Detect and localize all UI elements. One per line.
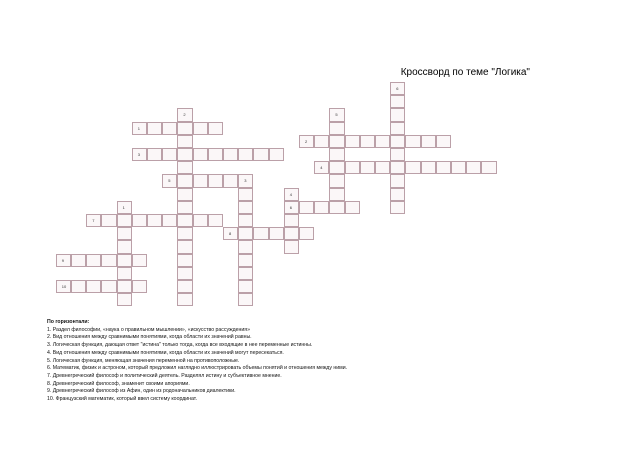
crossword-cell[interactable] bbox=[208, 122, 223, 135]
crossword-cell[interactable] bbox=[132, 254, 147, 267]
crossword-cell[interactable] bbox=[299, 135, 314, 148]
crossword-cell[interactable] bbox=[390, 201, 405, 214]
crossword-cell[interactable] bbox=[390, 82, 405, 95]
cell-number: 7 bbox=[92, 218, 95, 223]
crossword-cell[interactable] bbox=[223, 174, 238, 187]
crossword-cell[interactable] bbox=[223, 148, 238, 161]
crossword-cell[interactable] bbox=[86, 214, 101, 227]
crossword-cell[interactable] bbox=[162, 148, 177, 161]
crossword-cell[interactable] bbox=[177, 148, 192, 161]
crossword-cell[interactable] bbox=[284, 201, 299, 214]
crossword-cell[interactable] bbox=[360, 161, 375, 174]
cell-number: 6 bbox=[289, 204, 293, 210]
crossword-cell[interactable] bbox=[481, 161, 496, 174]
crossword-cell[interactable] bbox=[238, 227, 253, 240]
crossword-cell[interactable] bbox=[299, 227, 314, 240]
crossword-cell[interactable] bbox=[238, 293, 253, 306]
crossword-cell[interactable] bbox=[162, 122, 177, 135]
crossword-cell[interactable] bbox=[177, 280, 192, 293]
crossword-cell[interactable] bbox=[238, 174, 253, 187]
crossword-cell[interactable] bbox=[405, 135, 420, 148]
crossword-cell[interactable] bbox=[329, 201, 344, 214]
crossword-cell[interactable] bbox=[466, 161, 481, 174]
crossword-cell[interactable] bbox=[117, 214, 132, 227]
crossword-cell[interactable] bbox=[56, 280, 71, 293]
cell-number: 10 bbox=[61, 284, 67, 289]
clues-header: По горизонтали: bbox=[47, 319, 90, 325]
crossword-cell[interactable] bbox=[147, 214, 162, 227]
clue-item: 8. Древнегреческий философ, знаменит своими апориями. bbox=[47, 380, 190, 387]
crossword-cell[interactable] bbox=[177, 135, 192, 148]
clue-item: 2. Вид отношения между сравнимыми понятиями, когда области их значений равны. bbox=[47, 334, 252, 341]
crossword-cell[interactable] bbox=[284, 214, 299, 227]
crossword-cell[interactable] bbox=[238, 188, 253, 201]
crossword-cell[interactable] bbox=[345, 201, 360, 214]
crossword-cell[interactable] bbox=[177, 214, 192, 227]
crossword-cell[interactable] bbox=[345, 161, 360, 174]
crossword-cell[interactable] bbox=[193, 214, 208, 227]
crossword-cell[interactable] bbox=[238, 267, 253, 280]
crossword-cell[interactable] bbox=[329, 148, 344, 161]
crossword-cell[interactable] bbox=[177, 188, 192, 201]
clue-item: 9. Древнегреческий философ из Афин, один из родоначальников диалектики. bbox=[47, 388, 236, 395]
crossword-cell[interactable] bbox=[390, 135, 405, 148]
crossword-cell[interactable] bbox=[132, 280, 147, 293]
crossword-cell[interactable] bbox=[284, 240, 299, 253]
crossword-cell[interactable] bbox=[177, 240, 192, 253]
crossword-cell[interactable] bbox=[253, 148, 268, 161]
cell-number: 5 bbox=[168, 178, 171, 184]
crossword-cell[interactable] bbox=[421, 135, 436, 148]
crossword-cell[interactable] bbox=[177, 227, 192, 240]
crossword-cell[interactable] bbox=[101, 214, 116, 227]
cell-number: 8 bbox=[229, 231, 232, 237]
crossword-cell[interactable] bbox=[314, 161, 329, 174]
crossword-cell[interactable] bbox=[238, 201, 253, 214]
crossword-cell[interactable] bbox=[390, 188, 405, 201]
crossword-cell[interactable] bbox=[390, 161, 405, 174]
crossword-cell[interactable] bbox=[86, 280, 101, 293]
crossword-cell[interactable] bbox=[147, 122, 162, 135]
crossword-cell[interactable] bbox=[86, 254, 101, 267]
crossword-cell[interactable] bbox=[177, 267, 192, 280]
crossword-cell[interactable] bbox=[436, 161, 451, 174]
crossword-cell[interactable] bbox=[284, 188, 299, 201]
crossword-cell[interactable] bbox=[101, 280, 116, 293]
crossword-cell[interactable] bbox=[101, 254, 116, 267]
crossword-cell[interactable] bbox=[193, 122, 208, 135]
crossword-cell[interactable] bbox=[117, 280, 132, 293]
clue-item: 6. Математик, физик и астроном, который предложил наглядно иллюстрировать объемы понятий и отношения между ними. bbox=[47, 365, 348, 372]
crossword-cell[interactable] bbox=[117, 267, 132, 280]
cell-number: 3 bbox=[244, 178, 247, 184]
crossword-cell[interactable] bbox=[132, 214, 147, 227]
crossword-cell[interactable] bbox=[117, 254, 132, 267]
crossword-cell[interactable] bbox=[284, 227, 299, 240]
crossword-cell[interactable] bbox=[177, 161, 192, 174]
crossword-cell[interactable] bbox=[56, 254, 71, 267]
crossword-cell[interactable] bbox=[117, 293, 132, 306]
crossword-cell[interactable] bbox=[329, 188, 344, 201]
crossword-cell[interactable] bbox=[238, 148, 253, 161]
crossword-cell[interactable] bbox=[375, 161, 390, 174]
crossword-cell[interactable] bbox=[390, 148, 405, 161]
crossword-cell[interactable] bbox=[223, 227, 238, 240]
crossword-cell[interactable] bbox=[269, 148, 284, 161]
crossword-cell[interactable] bbox=[405, 161, 420, 174]
crossword-cell[interactable] bbox=[177, 122, 192, 135]
crossword-cell[interactable] bbox=[238, 214, 253, 227]
crossword-cell[interactable] bbox=[208, 148, 223, 161]
cell-number: 6 bbox=[396, 86, 399, 91]
crossword-cell[interactable] bbox=[238, 254, 253, 267]
crossword-cell[interactable] bbox=[329, 161, 344, 174]
cell-number: 4 bbox=[320, 165, 323, 171]
crossword-cell[interactable] bbox=[345, 135, 360, 148]
crossword-cell[interactable] bbox=[329, 135, 344, 148]
crossword-cell[interactable] bbox=[390, 122, 405, 135]
crossword-cell[interactable] bbox=[329, 108, 344, 121]
crossword-cell[interactable] bbox=[451, 161, 466, 174]
crossword-cell[interactable] bbox=[71, 254, 86, 267]
clue-item: 3. Логическая функция, дающая ответ "истина" только тогда, когда все входящие в нее переменные истинны. bbox=[47, 342, 313, 349]
crossword-cell[interactable] bbox=[117, 201, 132, 214]
cell-number: 4 bbox=[289, 191, 293, 197]
crossword-cell[interactable] bbox=[117, 227, 132, 240]
clue-item: 4. Вид отношения между сравнимыми понятиями, когда области их значений могут пересекаться. bbox=[47, 349, 284, 356]
cell-number: 2 bbox=[183, 112, 186, 118]
crossword-title: Кроссворд по теме "Логика" bbox=[400, 67, 530, 78]
crossword-cell[interactable] bbox=[177, 201, 192, 214]
cell-number: 9 bbox=[61, 257, 65, 263]
crossword-cell[interactable] bbox=[390, 174, 405, 187]
crossword-cell[interactable] bbox=[177, 108, 192, 121]
crossword-cell[interactable] bbox=[238, 280, 253, 293]
crossword-cell[interactable] bbox=[299, 201, 314, 214]
crossword-cell[interactable] bbox=[314, 135, 329, 148]
crossword-cell[interactable] bbox=[193, 174, 208, 187]
crossword-cell[interactable] bbox=[390, 108, 405, 121]
clue-item: 1. Раздел философии, «наука о правильном мышлении», «искусство рассуждения» bbox=[47, 326, 250, 333]
cell-number: 3 bbox=[137, 152, 141, 157]
crossword-cell[interactable] bbox=[132, 148, 147, 161]
crossword-cell[interactable] bbox=[71, 280, 86, 293]
crossword-cell[interactable] bbox=[132, 122, 147, 135]
crossword-cell[interactable] bbox=[117, 240, 132, 253]
crossword-cell[interactable] bbox=[208, 174, 223, 187]
crossword-cell[interactable] bbox=[329, 174, 344, 187]
crossword-cell[interactable] bbox=[177, 254, 192, 267]
crossword-cell[interactable] bbox=[436, 135, 451, 148]
crossword-cell[interactable] bbox=[421, 161, 436, 174]
crossword-cell[interactable] bbox=[177, 293, 192, 306]
crossword-cell[interactable] bbox=[329, 122, 344, 135]
cell-number: 5 bbox=[335, 112, 338, 118]
clue-item: 10. Французский математик, который ввел систему координат. bbox=[47, 396, 198, 403]
crossword-cell[interactable] bbox=[269, 227, 284, 240]
clue-item: 5. Логическая функция, меняющая значения переменной на противоположные. bbox=[47, 357, 240, 364]
crossword-cell[interactable] bbox=[238, 240, 253, 253]
cell-number: 1 bbox=[137, 125, 141, 131]
crossword-cell[interactable] bbox=[162, 174, 177, 187]
crossword-cell[interactable] bbox=[162, 214, 177, 227]
crossword-cell[interactable] bbox=[208, 214, 223, 227]
cell-number: 1 bbox=[122, 204, 125, 210]
clues-section bbox=[47, 319, 347, 404]
crossword-cell[interactable] bbox=[375, 135, 390, 148]
cell-number: 2 bbox=[305, 138, 308, 144]
crossword-cell[interactable] bbox=[193, 148, 208, 161]
crossword-cell[interactable] bbox=[314, 201, 329, 214]
crossword-cell[interactable] bbox=[147, 148, 162, 161]
crossword-cell[interactable] bbox=[177, 174, 192, 187]
crossword-cell[interactable] bbox=[390, 95, 405, 108]
crossword-cell[interactable] bbox=[360, 135, 375, 148]
crossword-cell[interactable] bbox=[253, 227, 268, 240]
clue-item: 7. Древнегреческий философ и политический деятель. Разделял истину и субъективное мнение. bbox=[47, 372, 282, 379]
